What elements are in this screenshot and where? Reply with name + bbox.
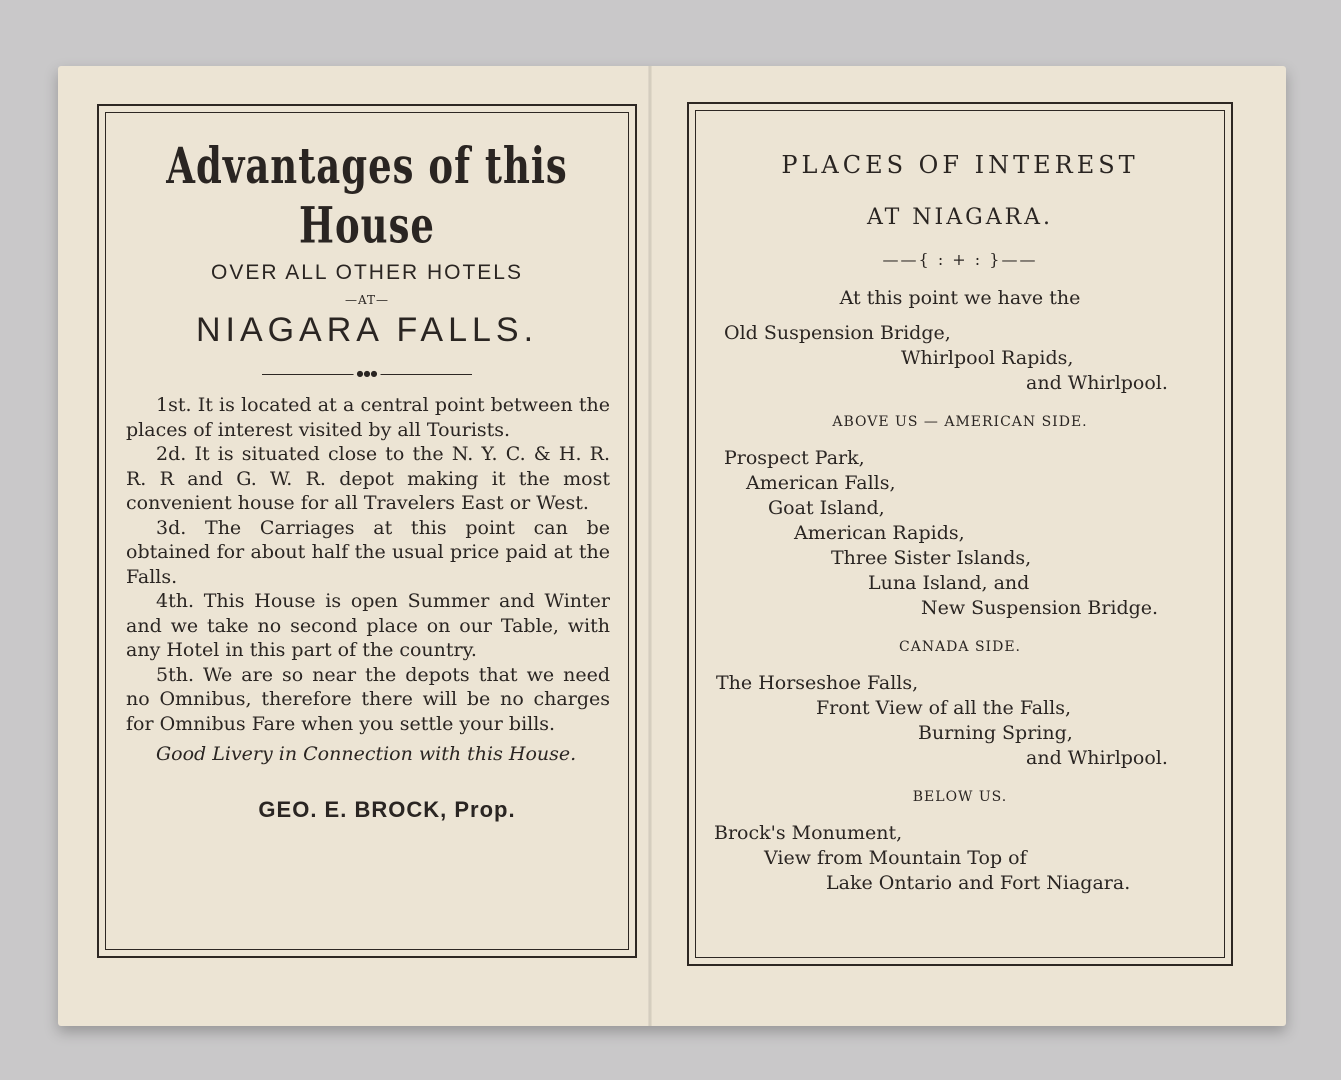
list-item: and Whirlpool. xyxy=(1026,372,1168,394)
list-item: Brock's Monument, xyxy=(714,822,903,844)
list-item: and Whirlpool. xyxy=(1026,747,1168,769)
advantage-point-5: 5th. We are so near the depots that we need no Omnibus, therefore there will be no charges for Omnibus Fare when you settle your bills. xyxy=(126,663,610,735)
place-name: NIAGARA FALLS. xyxy=(195,311,539,349)
advantages-subheading: OVER ALL OTHER HOTELS xyxy=(211,261,523,284)
list-item: Lake Ontario and Fort Niagara. xyxy=(826,872,1131,894)
places-panel-inner xyxy=(695,110,1225,958)
advantage-point-4: 4th. This House is open Summer and Winter and we take no second place on our Table, with any Hotel in this part of the country. xyxy=(126,590,610,661)
ornamental-rule xyxy=(262,369,472,378)
advantages-heading: Advantages of this House xyxy=(166,135,568,255)
livery-note: Good Livery in Connection with this House. xyxy=(156,743,577,765)
places-panel xyxy=(687,102,1233,966)
list-item: American Falls, xyxy=(746,472,896,494)
advantages-panel-inner xyxy=(105,112,629,950)
local-places-list xyxy=(696,321,1224,396)
list-item: American Rapids, xyxy=(794,522,965,544)
below-list xyxy=(696,821,1224,896)
list-item: Front View of all the Falls, xyxy=(816,697,1071,719)
places-ornament: ——{ : + : }—— xyxy=(882,250,1038,269)
list-item: The Horseshoe Falls, xyxy=(716,672,919,694)
list-item: Three Sister Islands, xyxy=(831,547,1032,569)
list-item: Luna Island, and xyxy=(868,572,1030,594)
canada-side-list xyxy=(696,671,1224,771)
advantage-point-2: 2d. It is situated close to the N. Y. C. & H. R. R. R and G. W. R. depot making it the most convenient house for all Travelers East or West. xyxy=(126,443,610,514)
places-intro: At this point we have the xyxy=(839,287,1081,309)
advantages-panel xyxy=(97,104,637,958)
below-section-label: BELOW US. xyxy=(912,789,1008,805)
list-item: Old Suspension Bridge, xyxy=(724,322,951,344)
list-item: Whirlpool Rapids, xyxy=(901,347,1074,369)
rule-ornament: ●●● xyxy=(354,371,381,377)
places-title: PLACES OF INTEREST xyxy=(781,151,1139,179)
at-label: —AT— xyxy=(344,293,389,307)
list-item: Burning Spring, xyxy=(918,722,1073,744)
card-fold xyxy=(648,66,652,1026)
advantage-point-1: 1st. It is located at a central point between the places of interest visited by all Tourists. xyxy=(126,394,610,441)
canada-section-label: CANADA SIDE. xyxy=(899,639,1021,655)
list-item: Goat Island, xyxy=(768,497,885,519)
list-item: View from Mountain Top of xyxy=(764,847,1027,869)
above-section-label: ABOVE US — AMERICAN SIDE. xyxy=(832,414,1088,430)
proprietor-signature: GEO. E. BROCK, Prop. xyxy=(258,796,516,822)
advantage-point-3: 3d. The Carriages at this point can be obtained for about half the usual price paid at the Falls. xyxy=(126,516,610,588)
american-side-list xyxy=(696,446,1224,621)
list-item: New Suspension Bridge. xyxy=(921,597,1159,619)
list-item: Prospect Park, xyxy=(724,447,865,469)
places-subtitle: AT NIAGARA. xyxy=(866,205,1054,230)
